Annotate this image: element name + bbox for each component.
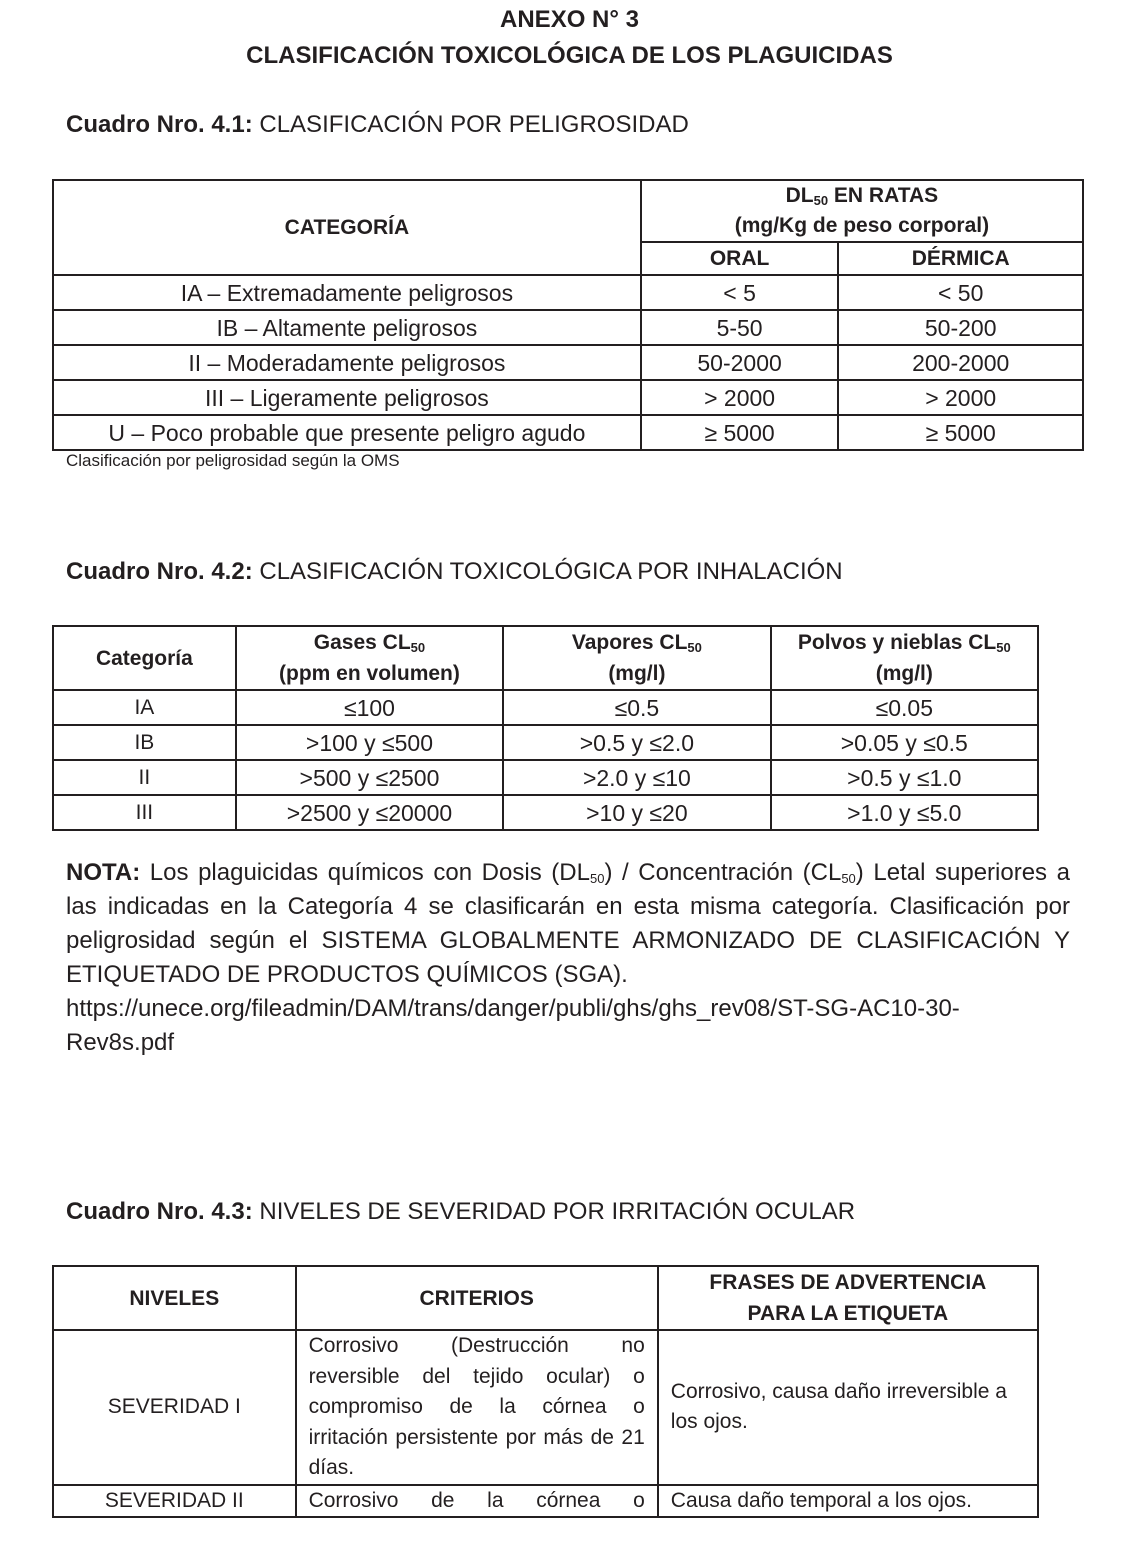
table1-header-dl-suffix: EN RATAS xyxy=(828,184,939,207)
eye-irritation-table xyxy=(52,1265,1039,1518)
table1-cell-category: IA – Extremadamente peligrosos xyxy=(53,275,641,310)
table-row xyxy=(53,380,1083,415)
table2-header-vapors-label: Vapores CL xyxy=(571,631,688,654)
table2-caption-label: Cuadro Nro. 4.2: xyxy=(66,558,253,585)
table1-cell-category: U – Poco probable que presente peligro agudo xyxy=(53,415,641,450)
table2-cell-vapors: ≤0.5 xyxy=(503,690,770,725)
table3-caption-label: Cuadro Nro. 4.3: xyxy=(66,1198,253,1225)
table2-cell-vapors: >2.0 y ≤10 xyxy=(503,760,770,795)
note-text-part1: Los plaguicidas químicos con Dosis (DL xyxy=(140,859,590,886)
table2-cell-dust: ≤0.05 xyxy=(771,690,1038,725)
table2-header-dust-unit: (mg/l) xyxy=(875,662,933,685)
note-paragraph xyxy=(66,856,1070,1060)
table1-cell-oral: 50-2000 xyxy=(641,345,839,380)
table1-cell-dermal: > 2000 xyxy=(838,380,1083,415)
table2-header-vapors-unit: (mg/l) xyxy=(608,662,666,685)
table1-cell-dermal: 50-200 xyxy=(838,310,1083,345)
table3-header-phrases-line2: PARA LA ETIQUETA xyxy=(747,1302,949,1325)
table3-cell-level: SEVERIDAD I xyxy=(53,1330,296,1485)
table2-header-category: Categoría xyxy=(53,626,236,690)
table3-header-levels: NIVELES xyxy=(53,1266,296,1330)
table-row xyxy=(53,275,1083,310)
table1-cell-category: IB – Altamente peligrosos xyxy=(53,310,641,345)
table2-header-gases-label: Gases CL xyxy=(313,631,411,654)
note-text-part3: ) Letal superiores a las indicadas en la Categoría 4 se clasificarán en esta misma categoría. Clasificación por peligrosidad según el SISTEMA GLOBALMENTE ARMONIZADO DE CLASIFICACIÓN Y ETIQUETADO DE PRODUCTOS QUÍMICOS (SGA). xyxy=(66,859,1070,988)
table1-cell-dermal: < 50 xyxy=(838,275,1083,310)
note-text-part2: ) / Concentración (CL xyxy=(604,859,842,886)
table2-cell-dust: >0.05 y ≤0.5 xyxy=(771,725,1038,760)
table2-header-subscript: 50 xyxy=(687,640,702,655)
table3-header-phrases xyxy=(658,1266,1038,1330)
table1-cell-category: III – Ligeramente peligrosos xyxy=(53,380,641,415)
table3-cell-criteria: Corrosivo (Destrucción no reversible del tejido ocular) o compromiso de la córnea o irritación persistente por más de 21 días. xyxy=(296,1330,658,1485)
table2-cell-gases: >500 y ≤2500 xyxy=(236,760,503,795)
table1-header-oral: ORAL xyxy=(641,242,839,275)
table1-header-dl-prefix: DL xyxy=(785,184,814,207)
table3-cell-phrase: Corrosivo, causa daño irreversible a los ojos. xyxy=(658,1330,1038,1485)
table1-cell-oral: < 5 xyxy=(641,275,839,310)
table-row xyxy=(53,690,1038,725)
table-row xyxy=(53,795,1038,830)
table1-header-dermal: DÉRMICA xyxy=(838,242,1083,275)
table2-caption xyxy=(66,558,843,586)
table2-caption-text: CLASIFICACIÓN TOXICOLÓGICA POR INHALACIÓN xyxy=(252,558,843,585)
note-label: NOTA: xyxy=(66,859,141,886)
document-title: CLASIFICACIÓN TOXICOLÓGICA DE LOS PLAGUICIDAS xyxy=(246,42,893,69)
table1-cell-dermal: ≥ 5000 xyxy=(838,415,1083,450)
table-row xyxy=(53,1485,1038,1518)
table2-header-subscript: 50 xyxy=(996,640,1011,655)
hazard-classification-table xyxy=(52,179,1084,451)
table2-header-dust-label: Polvos y nieblas CL xyxy=(797,631,997,654)
table-row xyxy=(53,345,1083,380)
table3-header-phrases-line1: FRASES DE ADVERTENCIA xyxy=(709,1271,987,1294)
annex-number: ANEXO N° 3 xyxy=(500,6,639,33)
table3-header-criteria: CRITERIOS xyxy=(296,1266,658,1330)
table-row xyxy=(53,725,1038,760)
note-url-line1: https://unece.org/fileadmin/DAM/trans/danger/publi/ghs/ghs_rev08/ST-SG-AC10-30- xyxy=(66,995,960,1022)
table2-cell-vapors: >0.5 y ≤2.0 xyxy=(503,725,770,760)
table2-header-gases xyxy=(236,626,503,690)
table1-cell-dermal: 200-2000 xyxy=(838,345,1083,380)
table-row xyxy=(53,310,1083,345)
table2-header-gases-unit: (ppm en volumen) xyxy=(279,662,460,685)
table3-cell-level: SEVERIDAD II xyxy=(53,1485,296,1518)
table2-cell-gases: ≤100 xyxy=(236,690,503,725)
table3-cell-phrase: Causa daño temporal a los ojos. xyxy=(658,1485,1038,1518)
note-url-line2: Rev8s.pdf xyxy=(66,1029,175,1056)
table2-cell-category: III xyxy=(53,795,236,830)
table-row xyxy=(53,1330,1038,1485)
note-subscript-cl: 50 xyxy=(841,871,856,886)
table1-caption-label: Cuadro Nro. 4.1: xyxy=(66,111,253,138)
table2-cell-vapors: >10 y ≤20 xyxy=(503,795,770,830)
table1-header-dl50-group xyxy=(641,180,1083,242)
table3-cell-criteria: Corrosivo de la córnea o xyxy=(296,1485,658,1518)
table1-header-category: CATEGORÍA xyxy=(53,180,641,275)
inhalation-classification-table xyxy=(52,625,1039,831)
table2-header-subscript: 50 xyxy=(410,640,426,655)
table1-cell-oral: ≥ 5000 xyxy=(641,415,839,450)
table2-cell-gases: >100 y ≤500 xyxy=(236,725,503,760)
table1-header-units: (mg/Kg de peso corporal) xyxy=(734,214,990,237)
table1-cell-category: II – Moderadamente peligrosos xyxy=(53,345,641,380)
table-row xyxy=(53,760,1038,795)
table1-cell-oral: > 2000 xyxy=(641,380,839,415)
table2-cell-category: IB xyxy=(53,725,236,760)
note-subscript-dl: 50 xyxy=(589,871,605,886)
table2-header-dust xyxy=(771,626,1038,690)
table2-cell-dust: >0.5 y ≤1.0 xyxy=(771,760,1038,795)
table2-cell-category: IA xyxy=(53,690,236,725)
table1-caption xyxy=(66,111,689,139)
table1-cell-oral: 5-50 xyxy=(641,310,839,345)
table2-header-vapors xyxy=(503,626,770,690)
table1-caption-text: CLASIFICACIÓN POR PELIGROSIDAD xyxy=(252,111,689,138)
table2-cell-dust: >1.0 y ≤5.0 xyxy=(771,795,1038,830)
table2-cell-category: II xyxy=(53,760,236,795)
table3-caption xyxy=(66,1198,855,1226)
table-row xyxy=(53,415,1083,450)
table1-source-note: Clasificación por peligrosidad según la OMS xyxy=(66,451,400,470)
table3-caption-text: NIVELES DE SEVERIDAD POR IRRITACIÓN OCULAR xyxy=(252,1198,856,1225)
table1-header-dl-subscript: 50 xyxy=(813,193,829,208)
table2-cell-gases: >2500 y ≤20000 xyxy=(236,795,503,830)
